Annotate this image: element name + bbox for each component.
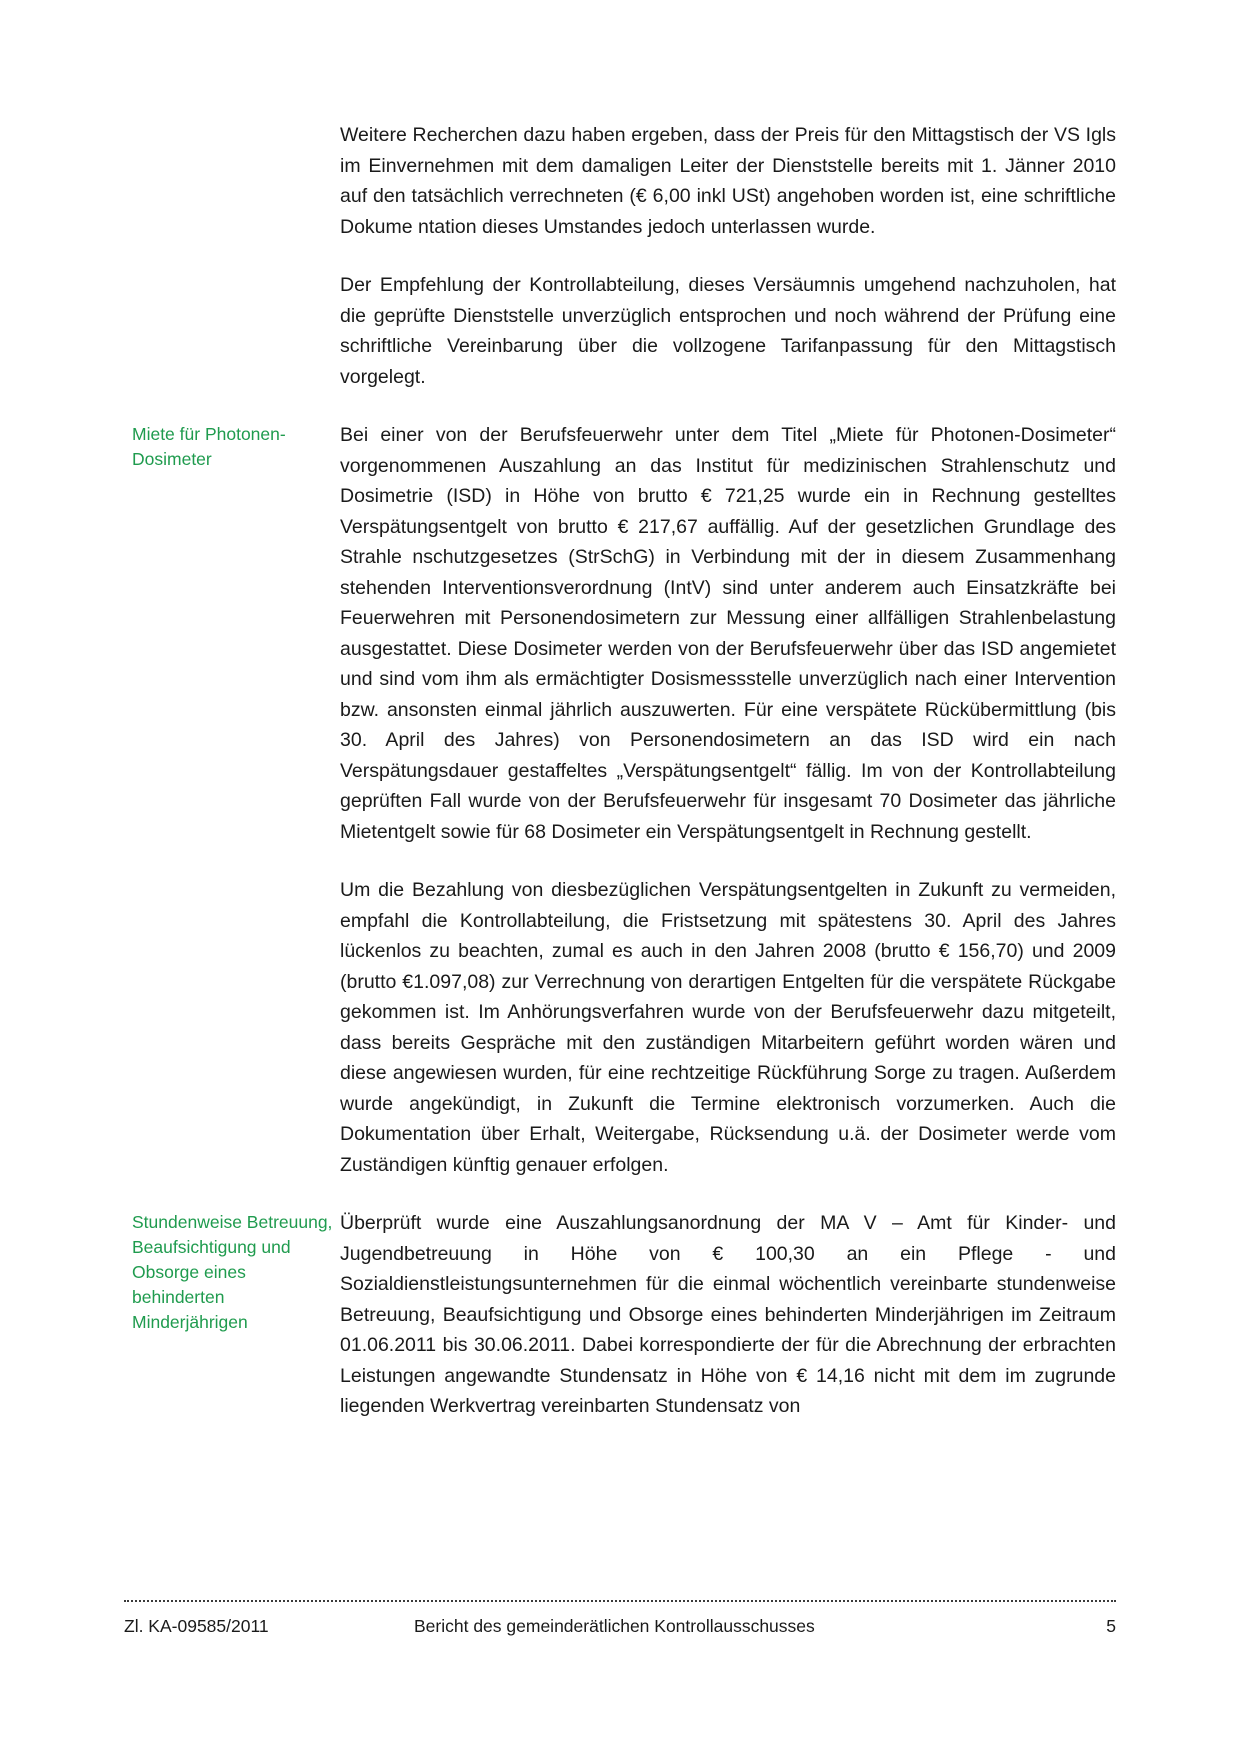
paragraph: Weitere Recherchen dazu haben ergeben, dass der Preis für den Mittagstisch der VS Igls im Einvernehmen mit dem damaligen Leiter der Dienststelle bereits mit 1. Jänner 2010 auf den tatsächlich verrechneten (€ 6,00 inkl USt) angehoben worden ist, eine schriftliche Dokume ntation dieses Umstandes jedoch unterlassen wurde. <box>340 124 1116 238</box>
footer-page-number: 5 <box>1106 1616 1116 1636</box>
body-column <box>340 1208 1116 1422</box>
footer-title: Bericht des gemeinderätlichen Kontrollausschusses <box>414 1616 815 1636</box>
body-column <box>340 420 1116 1180</box>
footer-row <box>124 1616 1116 1637</box>
footer-reference: Zl. KA-09585/2011 <box>124 1616 269 1636</box>
content-block <box>124 1208 1116 1422</box>
content-block <box>124 120 1116 392</box>
paragraph: Bei einer von der Berufsfeuerwehr unter dem Titel „Miete für Photonen-Dosimeter“ vorgenommenen Auszahlung an das Institut für medizinischen Strahlenschutz und Dosimetrie (ISD) in Höhe von brutto € 721,25 wurde ein in Rechnung gestelltes Verspätungsentgelt von brutto € 217,67 auffällig. Auf der gesetzlichen Grundlage des Strahle nschutzgesetzes (StrSchG) in Verbindung mit der in diesem Zusammenhang stehenden Interventionsverordnung (IntV) sind unter anderem auch Einsatzkräfte bei Feuerwehren mit Personendosimetern zur Messung einer allfälligen Strahlenbelastung ausgestattet. Diese Dosimeter werden von der Berufsfeuerwehr über das ISD angemietet und sind vom ihm als ermächtigter Dosismessstelle unverzüglich nach einer Intervention bzw. ansonsten einmal jährlich auszuwerten. Für eine verspätete Rückübermittlung (bis 30. April des Jahres) von Personendosimetern an das ISD wird ein nach Verspätungsdauer gestaffeltes „Verspätungsentgelt“ fällig. Im von der Kontrollabteilung geprüften Fall wurde von der Berufsfeuerwehr für insgesamt 70 Dosimeter das jährliche Mietentgelt sowie für 68 Dosimeter ein Verspätungsentgelt in Rechnung gestellt. <box>340 424 1116 843</box>
margin-note-stundenweise-betreuung: Stundenweise Betreuung, Beaufsichtigung und Obsorge eines behinderten Minderjährigen <box>132 1212 333 1332</box>
page-footer <box>124 1600 1116 1637</box>
margin-note-miete-photonen-dosimeter: Miete für Photonen-Dosimeter <box>132 424 286 469</box>
body-column <box>340 120 1116 392</box>
paragraph: Überprüft wurde eine Auszahlungsanordnung der MA V – Amt für Kinder- und Jugendbetreuung in Höhe von € 100,30 an ein Pflege - und Sozialdienstleistungsunternehmen für die einmal wöchentlich vereinbarte stundenweise Betreuung, Beaufsichtigung und Obsorge eines behinderten Minderjährigen im Zeitraum 01.06.2011 bis 30.06.2011. Dabei korrespondierte der für die Abrechnung der erbrachten Leistungen angewandte Stundensatz in Höhe von € 14,16 nicht mit dem im zugrunde liegenden Werkvertrag vereinbarten Stundensatz von <box>340 1212 1116 1417</box>
page-content <box>124 120 1116 1450</box>
paragraph: Der Empfehlung der Kontrollabteilung, dieses Versäumnis umgehend nachzuholen, hat die geprüfte Dienststelle unverzüglich entsprochen und noch während der Prüfung eine schriftliche Vereinbarung über die vollzogene Tarifanpassung für den Mittagstisch vorgelegt. <box>340 274 1116 388</box>
paragraph: Um die Bezahlung von diesbezüglichen Verspätungsentgelten in Zukunft zu vermeiden, empfahl die Kontrollabteilung, die Fristsetzung mit spätestens 30. April des Jahres lückenlos zu beachten, zumal es auch in den Jahren 2008 (brutto € 156,70) und 2009 (brutto €1.097,08) zur Verrechnung von derartigen Entgelten für die verspätete Rückgabe gekommen ist. Im Anhörungsverfahren wurde von der Berufsfeuerwehr dazu mitgeteilt, dass bereits Gespräche mit den zuständigen Mitarbeitern geführt worden wären und diese angewiesen wurden, für eine rechtzeitige Rückführung Sorge zu tragen. Außerdem wurde angekündigt, in Zukunft die Termine elektronisch vorzumerken. Auch die Dokumentation über Erhalt, Weitergabe, Rücksendung u.ä. der Dosimeter werde vom Zuständigen künftig genauer erfolgen. <box>340 879 1116 1176</box>
content-block <box>124 420 1116 1180</box>
footer-divider <box>124 1600 1116 1602</box>
